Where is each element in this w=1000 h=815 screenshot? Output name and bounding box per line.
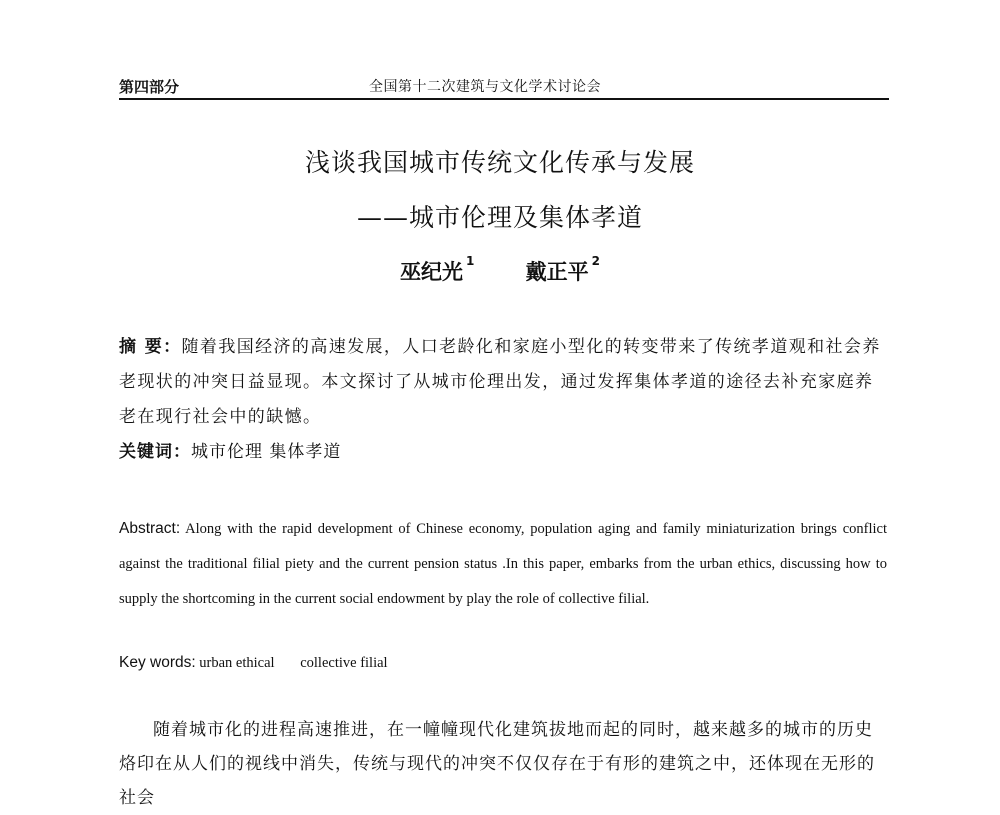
keywords-en-label: Key words: xyxy=(119,654,196,671)
keywords-text: 城市伦理 集体孝道 xyxy=(191,442,342,462)
author-affiliation-mark: 2 xyxy=(591,254,601,268)
keywords-label: 关键词： xyxy=(119,442,191,462)
paper-subtitle: ——城市伦理及集体孝道 xyxy=(356,203,643,232)
running-header xyxy=(119,74,889,100)
keyword: urban ethical xyxy=(199,655,275,671)
section-label: 第四部分 xyxy=(119,78,180,96)
abstract-chinese xyxy=(119,330,887,435)
author xyxy=(526,256,600,286)
author-line xyxy=(0,256,1000,286)
abstract-text: 随着我国经济的高速发展，人口老龄化和家庭小型化的转变带来了传统孝道观和社会养老现状的冲突日益显现。本文探讨了从城市伦理出发，通过发挥集体孝道的途径去补充家庭养老在现行社会中的缺憾。 xyxy=(119,337,881,427)
keywords-chinese xyxy=(119,437,341,462)
body-paragraph: 随着城市化的进程高速推进，在一幢幢现代化建筑拔地而起的同时，越来越多的城市的历史烙印在从人们的视线中消失，传统与现代的冲突不仅仅存在于有形的建筑之中，还体现在无形的社会 xyxy=(119,720,875,808)
abstract-en-label: Abstract: xyxy=(119,520,181,537)
author-affiliation-mark: 1 xyxy=(465,254,475,268)
author-name: 巫纪光 xyxy=(399,260,463,284)
abstract-english xyxy=(119,511,887,617)
paper-title: 浅谈我国城市传统文化传承与发展 xyxy=(304,148,695,177)
abstract-label: 摘 要： xyxy=(119,337,182,357)
abstract-en-text: Along with the rapid development of Chinese economy, population aging and family miniaturization brings conflict against the traditional filial piety and the current pension status .In this paper, embarks from the urban ethics, discussing how to supply the shortcoming in the current social endowment by play the role of collective filial. xyxy=(119,521,887,607)
conference-name: 全国第十二次建筑与文化学术讨论会 xyxy=(369,79,601,95)
keyword: collective filial xyxy=(300,655,388,671)
author xyxy=(400,256,474,286)
author-name: 戴正平 xyxy=(525,260,589,284)
keywords-english xyxy=(119,654,410,672)
